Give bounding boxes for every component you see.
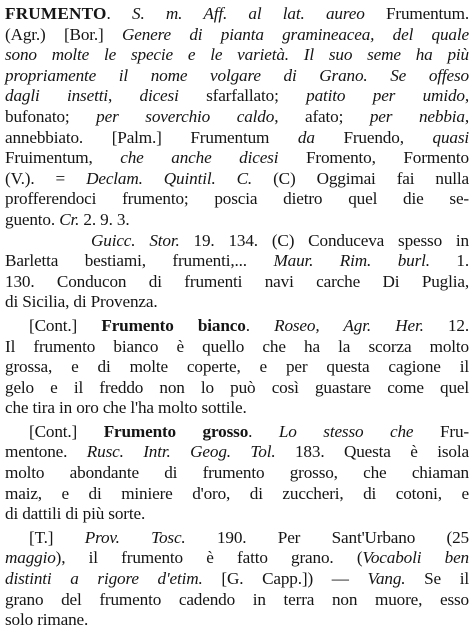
text-line <box>5 292 469 313</box>
text-segment: gelo e il freddo non lo può così guastare come quel <box>5 377 469 397</box>
text-line <box>5 148 469 169</box>
text-segment: mentone. <box>5 442 87 462</box>
text-segment: 190. Per Sant'Urbano (25 <box>185 527 469 547</box>
text-line <box>5 231 469 252</box>
headword: FRUMENTO <box>5 4 107 23</box>
text-line <box>5 378 469 399</box>
text-line <box>5 86 469 107</box>
text-segment: sono molte le specie e le varietà. Il suo seme ha più <box>5 45 469 65</box>
text-line <box>5 569 469 590</box>
text-segment: maiz, e di miniere d'oro, di zuccheri, di cotoni, e <box>5 483 469 503</box>
text-segment: , <box>107 86 140 106</box>
text-segment: Il frumento bianco è quello che ha la scorza molto <box>5 336 469 356</box>
text-segment: , afato; <box>274 106 370 126</box>
text-line <box>5 316 469 337</box>
text-line <box>5 548 469 569</box>
text-segment: Fromento, Formento <box>305 148 469 168</box>
sub-headword: Frumento grosso <box>103 421 249 441</box>
text-segment: S. m. Aff. al lat. aureo <box>132 4 386 23</box>
text-segment: Guicc. Stor. <box>91 230 180 250</box>
text-segment: sfarfallato; <box>206 86 307 106</box>
text-segment: grossa, e di molte coperte, e per questa cagione il <box>5 357 469 377</box>
text-segment: , <box>464 106 469 126</box>
text-segment: Frumentum. <box>385 4 469 23</box>
text-segment: Maur. Rim. burl. <box>273 251 430 271</box>
text-segment: solo rimane. <box>5 610 89 630</box>
text-segment: bufonato; <box>5 106 97 126</box>
text-line <box>5 422 469 443</box>
text-line <box>5 528 469 549</box>
text-segment: Roseo, Agr. Her. <box>274 315 424 335</box>
text-segment: Prov. Tosc. <box>84 527 186 547</box>
text-line <box>5 25 469 46</box>
text-segment: di dattili di più sorte. <box>5 504 146 524</box>
text-segment: maggio <box>5 548 56 568</box>
text-segment: dicesi <box>139 86 207 106</box>
text-line <box>5 128 469 149</box>
text-line <box>5 45 469 66</box>
text-segment: Cr. <box>59 209 80 229</box>
text-segment: profferendoci frumento; poscia dietro quel die se- <box>5 189 469 209</box>
text-line <box>5 504 469 525</box>
text-segment: dagli insetti <box>5 86 108 106</box>
text-line <box>5 398 469 419</box>
text-segment: per umido <box>372 86 465 106</box>
text-segment: molto abondante di frumento grosso, che chiaman <box>5 463 469 483</box>
text-line <box>5 169 469 190</box>
text-segment: Se il <box>405 569 469 589</box>
text-segment: . <box>245 315 275 335</box>
dictionary-entry-frumento <box>5 4 469 631</box>
text-segment: grano del frumento cadendo in terra non muore, esso <box>5 589 469 609</box>
text-segment: . <box>106 4 133 23</box>
text-line <box>5 357 469 378</box>
text-line <box>5 107 469 128</box>
text-line <box>5 210 469 231</box>
text-segment: di Sicilia, di Provenza. <box>5 292 158 312</box>
text-segment: patito <box>306 86 373 106</box>
text-segment: Fruimentum, <box>5 148 121 168</box>
text-segment: annebbiato. [Palm.] Frumentum <box>5 127 298 147</box>
text-line <box>5 189 469 210</box>
text-line <box>5 484 469 505</box>
text-segment: 2. 9. 3. <box>79 209 130 229</box>
text-segment: distinti a rigore d'etim. <box>5 569 203 589</box>
text-segment: 183. Questa è isola <box>275 442 469 462</box>
text-segment: che anche dicesi <box>120 148 306 168</box>
text-segment: 130. Conducon di frumenti navi carche Di Puglia, <box>5 271 469 291</box>
text-segment: quasi <box>432 127 469 147</box>
text-segment: 1. <box>429 251 469 271</box>
text-segment: per nebbia <box>369 106 465 126</box>
text-segment: Vang. <box>367 569 406 589</box>
text-segment: Lo stesso che <box>278 421 414 441</box>
sub-headword: Frumento bianco <box>101 315 246 335</box>
text-segment: [Cont.] <box>29 421 104 441</box>
text-line <box>5 4 469 25</box>
text-segment: Genere di pianta gramineacea, del quale <box>121 24 469 44</box>
text-segment: Vocaboli ben <box>362 548 469 568</box>
text-segment: ), il frumento è fatto grano. ( <box>55 548 363 568</box>
text-line <box>5 610 469 631</box>
text-line <box>5 251 469 272</box>
text-segment: Rusc. Intr. Geog. Tol. <box>86 442 276 462</box>
text-segment: , <box>464 86 469 106</box>
text-line <box>5 463 469 484</box>
text-segment: che tira in oro che l'ha molto sottile. <box>5 398 247 418</box>
text-line <box>5 66 469 87</box>
text-segment: Declam. Quintil. C. <box>86 168 253 188</box>
text-segment: (Agr.) [Bor.] <box>5 24 122 44</box>
text-segment: per soverchio caldo <box>96 106 275 126</box>
text-segment: Fruendo, <box>343 127 433 147</box>
text-segment: guento. <box>5 209 60 229</box>
text-segment: (C) Oggimai fai nulla <box>252 168 470 188</box>
text-line <box>5 590 469 611</box>
text-segment: Barletta bestiami, frumenti,... <box>5 251 274 271</box>
text-segment: . <box>248 421 279 441</box>
text-segment: [Cont.] <box>29 315 102 335</box>
text-line <box>5 337 469 358</box>
text-segment: [G. Capp.]) — <box>202 569 368 589</box>
text-line <box>5 272 469 293</box>
text-line <box>5 442 469 463</box>
text-segment: [T.] <box>29 527 85 547</box>
text-segment: da <box>297 127 344 147</box>
text-segment: Fru- <box>413 421 469 441</box>
text-segment: 12. <box>423 315 469 335</box>
text-segment: propriamente il nome volgare di Grano. Se offeso <box>5 65 469 85</box>
text-segment: 19. 134. (C) Conduceva spesso in <box>179 230 469 250</box>
text-segment: (V.). = <box>5 168 87 188</box>
